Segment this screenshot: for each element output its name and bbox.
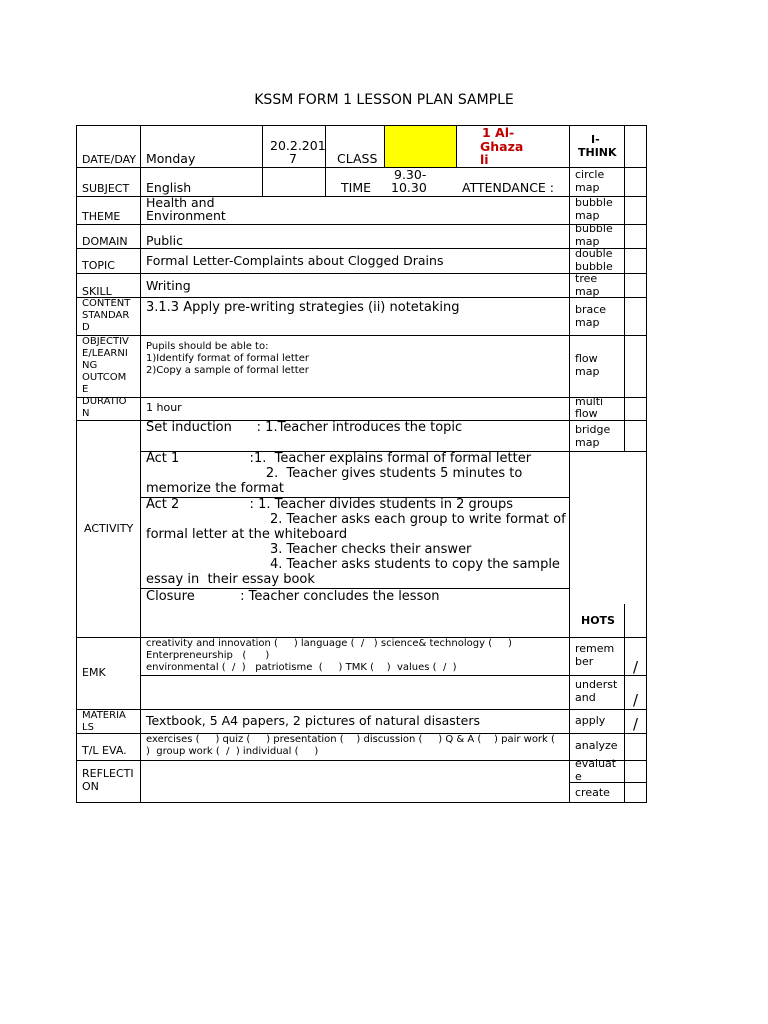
reflection-label-line1: REFLECTI <box>82 767 134 780</box>
content-standard-label-line3: D <box>82 322 90 333</box>
emk-label: EMK <box>82 666 106 679</box>
theme-label: THEME <box>82 210 121 223</box>
ithink-map-tree-line2: map <box>575 285 600 298</box>
day-value: Monday <box>146 151 196 166</box>
materials-label-line2: LS <box>82 722 94 733</box>
hots-understand-line1: underst <box>575 678 618 691</box>
class-label: CLASS <box>337 151 378 166</box>
ithink-map-tree-line1: tree <box>575 272 598 285</box>
hots-analyze-line1: analyze <box>575 739 618 752</box>
set-induction: Set induction : 1.Teacher introduces the topic <box>146 420 463 435</box>
ithink-map-flow-line2: map <box>575 365 600 378</box>
hots-understand-mark: / <box>633 691 639 709</box>
emk-line2: Enterpreneurship ( ) <box>146 650 270 661</box>
class-value-line1: 1 Al- <box>482 125 515 140</box>
date-value-line2: 7 <box>289 151 297 166</box>
act2-line1: Act 2 : 1. Teacher divides students in 2 groups <box>146 497 514 512</box>
topic-label: TOPIC <box>82 259 115 272</box>
date-day-label: DATE/DAY <box>82 153 136 166</box>
objective-line1: Pupils should be able to: <box>146 341 269 352</box>
tl-eva-label: T/L EVA. <box>82 744 127 757</box>
page-title: KSSM FORM 1 LESSON PLAN SAMPLE <box>254 92 514 108</box>
content-standard-value: 3.1.3 Apply pre-writing strategies (ii) notetaking <box>146 300 460 315</box>
objective-label-line2: E/LEARNI <box>82 348 128 359</box>
activity-label: ACTIVITY <box>84 522 134 535</box>
time-label: TIME <box>341 180 372 195</box>
hots-remember-line2: ber <box>575 655 594 668</box>
ithink-map-bubble-line1: bubble <box>575 196 613 209</box>
domain-value: Public <box>146 233 183 248</box>
ithink-header-line1: I- <box>591 133 600 146</box>
time-value-line2: 10.30 <box>391 180 427 195</box>
ithink-map-multi-line1: multi <box>575 395 604 408</box>
act1-line2: 2. Teacher gives students 5 minutes to <box>146 466 523 481</box>
duration-label-line1: DURATIO <box>82 396 127 407</box>
reflection-label-line2: ON <box>82 780 99 793</box>
act2-line3: formal letter at the whiteboard <box>146 527 348 542</box>
hots-remember-mark: / <box>633 658 639 676</box>
objective-label-line4: OUTCOM <box>82 372 127 383</box>
date-value-line1: 20.2.201 <box>270 138 326 153</box>
topic-value: Formal Letter-Complaints about Clogged Drains <box>146 253 444 268</box>
ithink-map-bridge-line1: bridge <box>575 423 611 436</box>
act2-line4: 3. Teacher checks their answer <box>146 542 472 557</box>
skill-label: SKILL <box>82 285 112 298</box>
class-highlight <box>385 126 456 167</box>
act2-line2: 2. Teacher asks each group to write format of <box>146 512 566 527</box>
tl-eva-line1: exercises ( ) quiz ( ) presentation ( ) discussion ( ) Q & A ( ) pair work ( <box>146 734 555 745</box>
ithink-map-circle-line1: circle <box>575 168 605 181</box>
objective-label-line1: OBJECTIV <box>82 336 129 347</box>
skill-value: Writing <box>146 278 191 293</box>
objective-line2: 1)Identify format of formal letter <box>146 353 309 364</box>
act1-line1: Act 1 :1. Teacher explains formal of formal letter <box>146 451 532 466</box>
duration-label-line2: N <box>82 408 90 419</box>
ithink-header-line2: THINK <box>578 146 617 159</box>
ithink-map-multi-line2: flow <box>575 407 598 420</box>
class-value-line3: li <box>480 152 489 167</box>
ithink-map-circle-line2: map <box>575 181 600 194</box>
hots-apply-mark: / <box>633 715 639 733</box>
ithink-map-bubble-line2: map <box>575 209 600 222</box>
subject-label: SUBJECT <box>82 182 130 195</box>
content-standard-label-line1: CONTENT <box>82 298 131 309</box>
tl-eva-line2: ) group work ( / ) individual ( ) <box>146 746 319 757</box>
time-value-line1: 9.30- <box>394 167 427 182</box>
materials-label-line1: MATERIA <box>82 710 126 721</box>
ithink-map-bubble2-line1: bubble <box>575 222 613 235</box>
ithink-map-bubble2-line2: map <box>575 235 600 248</box>
objective-label-line5: E <box>82 384 89 395</box>
hots-apply-line1: apply <box>575 714 606 727</box>
hots-evaluate-line2: e <box>575 770 582 783</box>
ithink-map-brace-line2: map <box>575 316 600 329</box>
hots-evaluate-line1: evaluat <box>575 757 617 770</box>
emk-line3: environmental ( / ) patriotisme ( ) TMK ( ) values ( / ) <box>146 662 457 673</box>
duration-value: 1 hour <box>146 401 182 414</box>
attendance-label: ATTENDANCE : <box>462 180 554 195</box>
theme-value-line1: Health and <box>146 195 215 210</box>
emk-line1: creativity and innovation ( ) language ( / ) science& technology ( ) <box>146 638 512 649</box>
domain-label: DOMAIN <box>82 235 128 248</box>
act2-line6: essay in their essay book <box>146 572 315 587</box>
theme-value-line2: Environment <box>146 208 226 223</box>
ithink-map-flow-line1: flow <box>575 352 598 365</box>
hots-create-line1: create <box>575 786 610 799</box>
ithink-map-double-line2: bubble <box>575 260 613 273</box>
objective-label-line3: NG <box>82 360 98 371</box>
hots-understand-line2: and <box>575 691 596 704</box>
subject-value: English <box>146 180 192 195</box>
materials-value: Textbook, 5 A4 papers, 2 pictures of natural disasters <box>146 713 480 728</box>
act1-line3: memorize the format <box>146 481 285 496</box>
act2-line5: 4. Teacher asks students to copy the sample <box>146 557 560 572</box>
class-value-line2: Ghaza <box>480 139 524 154</box>
hots-remember-line1: remem <box>575 642 615 655</box>
closure: Closure : Teacher concludes the lesson <box>146 589 440 604</box>
hots-header: HOTS <box>581 614 615 627</box>
objective-line3: 2)Copy a sample of formal letter <box>146 365 309 376</box>
content-standard-label-line2: STANDAR <box>82 310 130 321</box>
ithink-map-double-line1: double <box>575 247 613 260</box>
ithink-map-brace-line1: brace <box>575 303 607 316</box>
ithink-map-bridge-line2: map <box>575 436 600 449</box>
